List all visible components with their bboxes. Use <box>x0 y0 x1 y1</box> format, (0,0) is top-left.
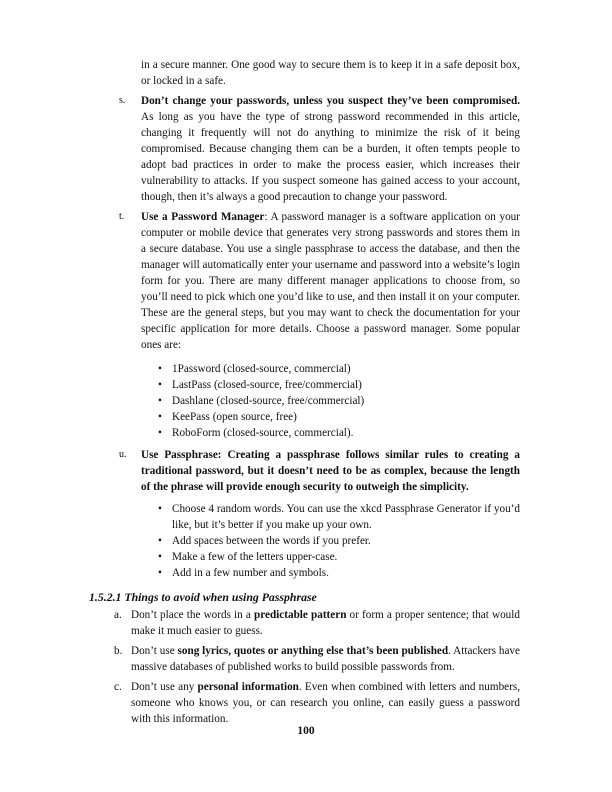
list-label: s. <box>119 95 126 106</box>
bullet-icon: • <box>158 503 162 515</box>
bullet-icon: • <box>158 427 162 439</box>
list-item <box>158 565 520 581</box>
list-item-text: Choose 4 random words. You can use the xkcd Passphrase Generator if you’d like, but it’s better if you make up your own. <box>172 503 520 531</box>
list-item-text: KeePass (open source, free) <box>172 411 297 423</box>
list-item <box>158 409 520 425</box>
item-bold-text: song lyrics, quotes or anything else that’s been published <box>177 645 449 657</box>
list-label: a. <box>114 609 122 621</box>
item-bold-text: Use a Password Manager <box>141 211 265 223</box>
item-bold-text: Use Passphrase: Creating a passphrase follows similar rules to creating a traditional password, but it doesn’t need to be as complex, because the length of the phrase will provide enough security to outweigh the simplicity. <box>141 449 520 493</box>
list-item <box>158 425 520 441</box>
list-item-u <box>0 447 612 495</box>
page-number: 100 <box>297 725 315 737</box>
item-text <box>141 447 520 495</box>
bullet-icon: • <box>158 411 162 423</box>
bullet-icon: • <box>158 379 162 391</box>
bullet-icon: • <box>158 551 162 563</box>
list-item <box>158 501 520 533</box>
list-item-text: LastPass (closed-source, free/commercial) <box>172 379 362 391</box>
list-item <box>158 533 520 549</box>
item-post-text: or form a proper sentence; that would make it much easier to guess. <box>131 609 520 637</box>
item-bold-text: Don’t change your passwords, unless you suspect they’ve been compromised. <box>141 95 520 107</box>
list-item-s <box>0 93 612 205</box>
list-item <box>158 393 520 409</box>
item-bold-text: personal information <box>197 681 299 693</box>
list-item-text: 1Password (closed-source, commercial) <box>172 363 351 375</box>
list-item-text: Add spaces between the words if you prefer. <box>172 535 371 547</box>
list-item-text: Dashlane (closed-source, free/commercial) <box>172 395 365 407</box>
list-item <box>158 549 520 565</box>
list-item-text: Make a few of the letters upper-case. <box>172 551 338 563</box>
item-post-text: . Attackers have massive databases of published works to build possible passwords from. <box>131 645 520 673</box>
item-text <box>141 93 520 205</box>
password-manager-list <box>0 361 612 441</box>
item-pre-text: Don’t use <box>131 645 178 657</box>
list-label: b. <box>114 645 123 657</box>
avoid-list-item-a <box>0 607 612 639</box>
item-text <box>131 679 520 727</box>
section-heading: 1.5.2.1 Things to avoid when using Passphrase <box>89 590 317 604</box>
item-text <box>141 209 520 353</box>
list-label: c. <box>114 681 122 693</box>
item-pre-text: Don’t use any <box>131 681 198 693</box>
item-rest-text: : A password manager is a software application on your computer or mobile device that generates very strong passwords and stores them in a secure database. You use a single passphrase to access the database, and then the manager will automatically enter your username and password into a website’s login form for you. There are many different manager applications to choose from, so you’ll need to pick which one you’d like to use, and then install it on your computer. These are the general steps, but you may want to check the documentation for your specific application for more details. Choose a password manager. Some popular ones are: <box>141 211 520 351</box>
item-text <box>131 607 520 639</box>
list-label: u. <box>119 449 127 460</box>
list-item <box>158 377 520 393</box>
item-bold-text: predictable pattern <box>254 609 347 621</box>
list-label: t. <box>119 211 125 222</box>
item-rest-text: As long as you have the type of strong password recommended in this article, changing it frequently will not do anything to minimize the risk of it being compromised. Because changing them can be a burden, it often tempts people to adopt bad practices in order to make the process easier, which increases their vulnerability to attacks. If you suspect someone has gained access to your account, though, then it’s always a good precaution to change your password. <box>141 111 520 203</box>
item-text <box>131 643 520 675</box>
bullet-icon: • <box>158 567 162 579</box>
paragraph-continuation: in a secure manner. One good way to secure them is to keep it in a safe deposit box, or locked in a safe. <box>141 59 520 87</box>
item-post-text: . Even when combined with letters and numbers, someone who knows you, or can research you online, can easily guess a password with this information. <box>131 681 521 725</box>
bullet-icon: • <box>158 363 162 375</box>
avoid-list-item-c <box>0 679 612 727</box>
item-pre-text: Don’t place the words in a <box>131 609 254 621</box>
list-item <box>158 361 520 377</box>
list-item-t <box>0 209 612 353</box>
bullet-icon: • <box>158 395 162 407</box>
list-item-text: Add in a few number and symbols. <box>172 567 329 579</box>
bullet-icon: • <box>158 535 162 547</box>
list-item-text: RoboForm (closed-source, commercial). <box>172 427 354 439</box>
passphrase-tips-list <box>0 501 612 581</box>
avoid-list-item-b <box>0 643 612 675</box>
